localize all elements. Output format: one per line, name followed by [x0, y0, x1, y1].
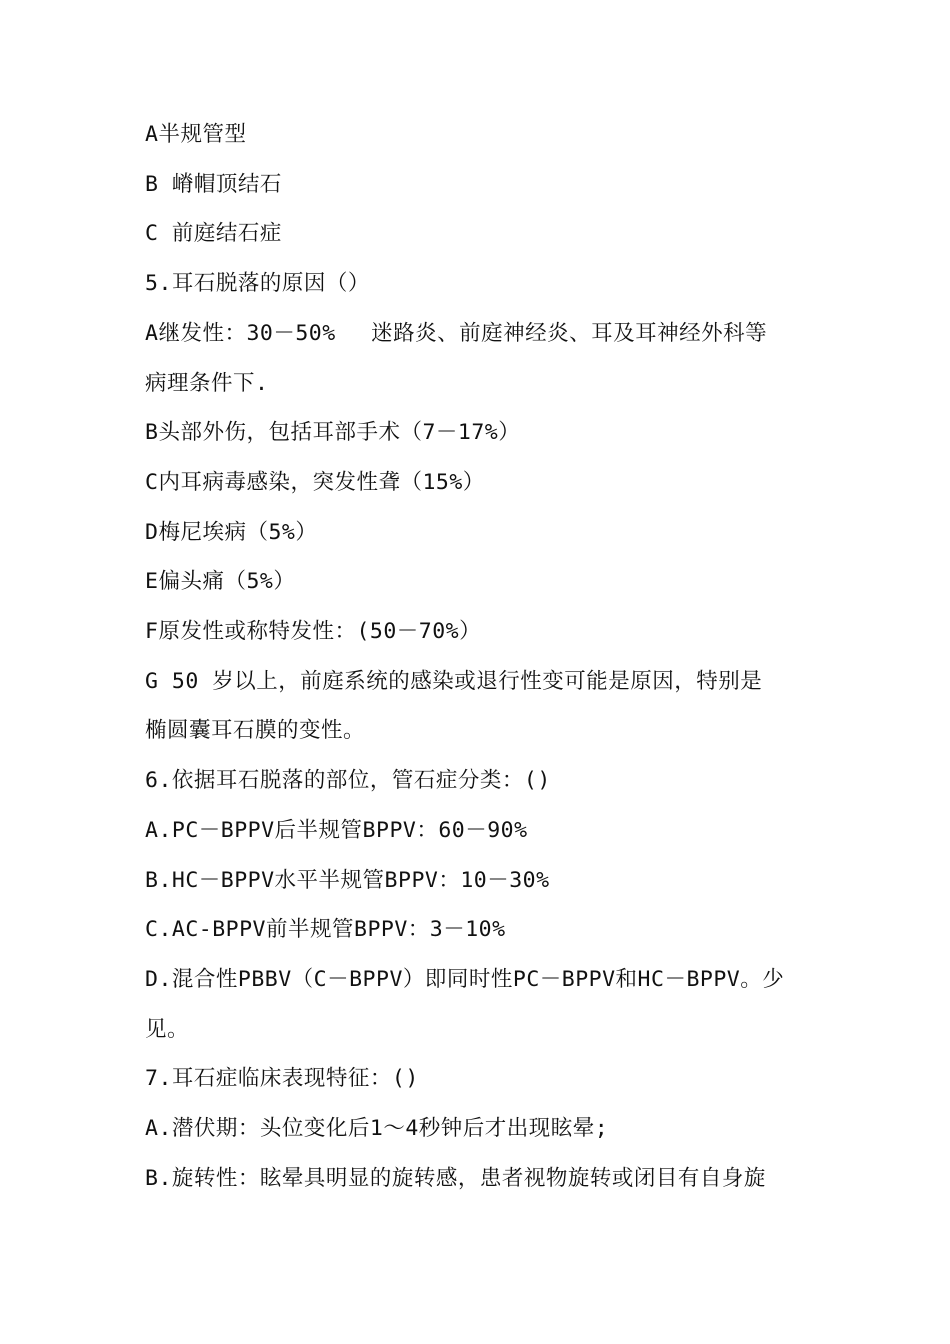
text-line-cause-g-cont: 椭圆囊耳石膜的变性。: [145, 718, 366, 744]
text-line-cause-g: G 50 岁以上，前庭系统的感染或退行性变可能是原因，特别是: [145, 668, 763, 694]
question-7-heading: 7.耳石症临床表现特征：(): [145, 1066, 419, 1092]
text-line-cause-e: E偏头痛（5%）: [145, 569, 296, 595]
text-line-type-a: A.PC－BPPV后半规管BPPV：60－90%: [145, 817, 528, 843]
text-line-type-b: B.HC－BPPV水平半规管BPPV：10－30%: [145, 867, 550, 893]
question-6-heading: 6.依据耳石脱落的部位，管石症分类：(): [145, 768, 551, 794]
text-line-option-c: C 前庭结石症: [145, 221, 282, 247]
text-line-type-d-cont: 见。: [145, 1016, 190, 1042]
text-line-option-b: B 嵴帽顶结石: [145, 171, 282, 197]
text-line-type-c: C.AC-BPPV前半规管BPPV：3－10%: [145, 917, 506, 943]
question-5-heading: 5.耳石脱落的原因（）: [145, 271, 370, 297]
text-line-feature-b: B.旋转性：眩晕具明显的旋转感，患者视物旋转或闭目有自身旋: [145, 1165, 766, 1191]
text-line-cause-a: A继发性：30－50% 迷路炎、前庭神经炎、耳及耳神经外科等: [145, 320, 768, 346]
text-line-cause-c: C内耳病毒感染，突发性聋（15%）: [145, 469, 485, 495]
text-line-cause-b: B头部外伤，包括耳部手术（7－17%）: [145, 420, 521, 446]
text-line-cause-a-cont: 病理条件下.: [145, 370, 269, 396]
text-line-feature-a: A.潜伏期：头位变化后1～4秒钟后才出现眩晕;: [145, 1116, 609, 1142]
text-line-type-d: D.混合性PBBV（C－BPPV）即同时性PC－BPPV和HC－BPPV。少: [145, 966, 785, 992]
text-line-option-a: A半规管型: [145, 122, 247, 147]
document-body: [145, 110, 815, 1203]
text-line-cause-d: D梅尼埃病（5%）: [145, 519, 318, 545]
text-line-cause-f: F原发性或称特发性：(50－70%）: [145, 619, 482, 645]
